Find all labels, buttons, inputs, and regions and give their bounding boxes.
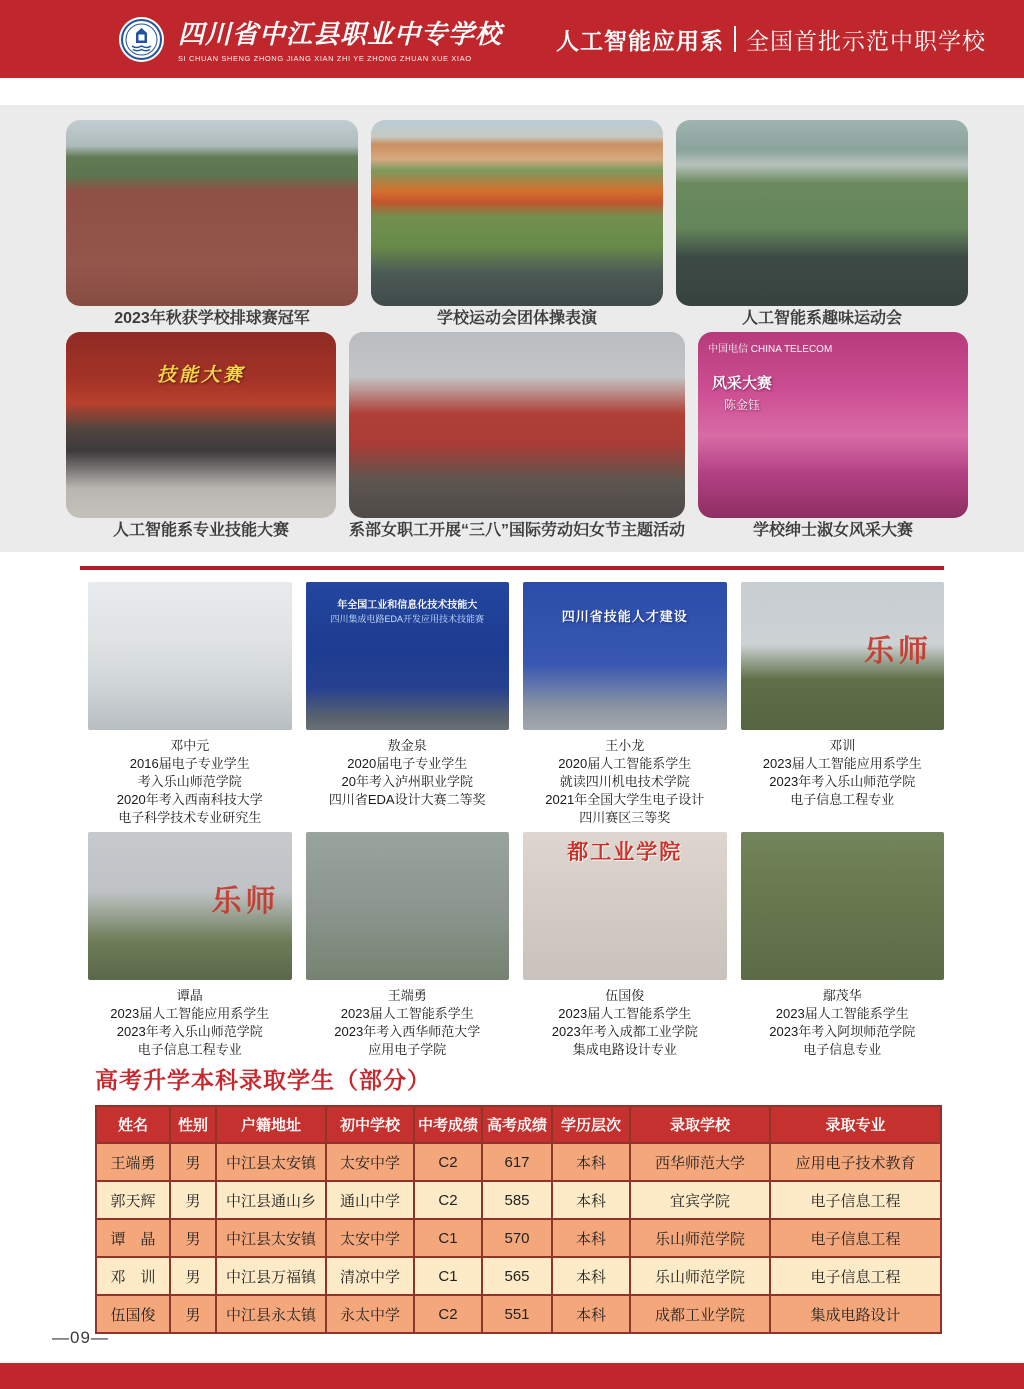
alumni-caption: [741, 737, 945, 809]
table-cell: 电子信息工程: [770, 1257, 941, 1295]
table-cell: 男: [170, 1219, 216, 1257]
photo-landmark-text: 乐师: [211, 885, 280, 918]
photo-volleyball-champion: [66, 120, 358, 306]
column-header: 姓名: [96, 1106, 170, 1143]
photo-women-day-activity: [349, 332, 685, 518]
table-cell: 成都工业学院: [630, 1295, 770, 1333]
alumni-photo: [741, 832, 945, 980]
alumni-caption: [741, 987, 945, 1059]
alumni-detail-line: 应用电子学院: [368, 1042, 447, 1057]
table-cell: 男: [170, 1257, 216, 1295]
photo-fun-sports-meeting: [676, 120, 968, 306]
table-cell: 电子信息工程: [770, 1181, 941, 1219]
table-cell: 中江县万福镇: [216, 1257, 326, 1295]
table-cell: 男: [170, 1143, 216, 1181]
alumni-detail-line: 2023年考入阿坝师范学院: [769, 1024, 916, 1039]
gallery-row-1: [66, 120, 968, 332]
table-cell: 本科: [552, 1295, 630, 1333]
table-cell: 王端勇: [96, 1143, 170, 1181]
school-identity: [178, 14, 503, 63]
column-header: 初中学校: [326, 1106, 414, 1143]
table-row: [96, 1295, 941, 1333]
table-cell: 谭 晶: [96, 1219, 170, 1257]
alumni-caption: [88, 987, 292, 1059]
alumni-photo: [306, 582, 510, 730]
footer-red-bar: [0, 1363, 1024, 1389]
admission-section: [95, 1062, 940, 1334]
school-pinyin: SI CHUAN SHENG ZHONG JIANG XIAN ZHI YE ZHONG ZHUAN XUE XIAO: [178, 54, 472, 63]
table-cell: 邓 训: [96, 1257, 170, 1295]
photo-skill-competition: [66, 332, 336, 518]
gallery-item: [676, 120, 968, 332]
alumni-name: 谭晶: [176, 988, 203, 1003]
alumni-caption: [306, 987, 510, 1059]
alumni-detail-line: 20年考入泸州职业学院: [341, 774, 473, 789]
gallery-item: [349, 332, 685, 544]
gallery-item: [698, 332, 968, 544]
alumni-detail-line: 2023届人工智能应用系学生: [762, 756, 922, 771]
alumni-card: [523, 832, 727, 1059]
alumni-card: [523, 582, 727, 827]
column-header: 户籍地址: [216, 1106, 326, 1143]
school-honor: 全国首批示范中职学校: [746, 27, 986, 54]
photo-name-text: 陈金钰: [724, 398, 761, 412]
alumni-caption: [523, 737, 727, 827]
alumni-card: [88, 582, 292, 827]
alumni-detail-line: 2023届人工智能系学生: [775, 1006, 909, 1021]
alumni-name: 敖金泉: [387, 738, 427, 753]
table-cell: 通山中学: [326, 1181, 414, 1219]
alumni-detail-line: 电子信息专业: [803, 1042, 882, 1057]
alumni-photo: [523, 582, 727, 730]
alumni-card: [88, 832, 292, 1059]
alumni-detail-line: 2023年考入乐山师范学院: [116, 1024, 263, 1039]
photo-banner-text: 风采大赛: [712, 375, 773, 392]
table-cell: 集成电路设计: [770, 1295, 941, 1333]
admission-table: [95, 1105, 942, 1334]
alumni-detail-line: 2023年考入西华师范大学: [334, 1024, 481, 1039]
photo-talent-contest: [698, 332, 968, 518]
table-cell: 电子信息工程: [770, 1219, 941, 1257]
column-header: 录取专业: [770, 1106, 941, 1143]
telecom-logo-text: 中国电信 CHINA TELECOM: [708, 344, 833, 355]
table-cell: 男: [170, 1181, 216, 1219]
table-row: [96, 1143, 941, 1181]
photo-banner-text: 四川省技能人才建设: [561, 609, 688, 624]
gallery-item: [371, 120, 663, 332]
red-divider-line: [80, 566, 944, 570]
table-cell: 伍国俊: [96, 1295, 170, 1333]
header-band: [0, 0, 1024, 78]
photo-gallery-section: [0, 105, 1024, 552]
table-cell: 本科: [552, 1181, 630, 1219]
table-cell: 西华师范大学: [630, 1143, 770, 1181]
table-cell: 太安中学: [326, 1143, 414, 1181]
table-cell: 太安中学: [326, 1219, 414, 1257]
table-row: [96, 1257, 941, 1295]
alumni-detail-line: 2023年考入乐山师范学院: [769, 774, 916, 789]
alumni-detail-line: 四川赛区三等奖: [579, 810, 671, 825]
gallery-caption: 2023年秋获学校排球赛冠军: [114, 310, 310, 327]
alumni-caption: [306, 737, 510, 809]
photo-landmark-text: 乐师: [864, 635, 932, 668]
alumni-detail-line: 2023届人工智能系学生: [340, 1006, 474, 1021]
gallery-item: [66, 120, 358, 332]
alumni-name: 邓训: [829, 738, 856, 753]
table-cell: C1: [414, 1257, 482, 1295]
alumni-detail-line: 电子信息工程专业: [137, 1042, 242, 1057]
alumni-detail-line: 2020届电子专业学生: [347, 756, 468, 771]
column-header: 中考成绩: [414, 1106, 482, 1143]
table-cell: 郭天辉: [96, 1181, 170, 1219]
table-cell: 本科: [552, 1219, 630, 1257]
table-cell: 宜宾学院: [630, 1181, 770, 1219]
department-name: 人工智能应用系: [556, 27, 724, 54]
alumni-detail-line: 电子科学技术专业研究生: [118, 810, 262, 825]
alumni-detail-line: 集成电路设计专业: [572, 1042, 677, 1057]
alumni-detail-line: 电子信息工程专业: [790, 792, 895, 807]
alumni-detail-line: 2023届人工智能应用系学生: [110, 1006, 270, 1021]
table-cell: 乐山师范学院: [630, 1219, 770, 1257]
alumni-caption: [523, 987, 727, 1059]
alumni-name: 伍国俊: [605, 988, 645, 1003]
gallery-caption: 人工智能系趣味运动会: [741, 310, 902, 327]
table-cell: 551: [482, 1295, 552, 1333]
column-header: 录取学校: [630, 1106, 770, 1143]
table-cell: 617: [482, 1143, 552, 1181]
alumni-photo: [523, 832, 727, 980]
table-cell: 永太中学: [326, 1295, 414, 1333]
alumni-detail-line: 考入乐山师范学院: [137, 774, 242, 789]
alumni-name: 王小龙: [605, 738, 645, 753]
photo-banner-text: 技能大赛: [156, 365, 245, 386]
alumni-detail-line: 2020届人工智能系学生: [558, 756, 692, 771]
table-row: [96, 1219, 941, 1257]
alumni-detail-line: 2016届电子专业学生: [129, 756, 250, 771]
table-cell: C2: [414, 1143, 482, 1181]
column-header: 高考成绩: [482, 1106, 552, 1143]
photo-sports-meeting-performance: [371, 120, 663, 306]
table-cell: 应用电子技术教育: [770, 1143, 941, 1181]
alumni-detail-line: 2021年全国大学生电子设计: [545, 792, 705, 807]
alumni-detail-line: 就读四川机电技术学院: [559, 774, 690, 789]
table-cell: C2: [414, 1295, 482, 1333]
table-cell: C2: [414, 1181, 482, 1219]
gallery-row-2: [66, 332, 968, 544]
alumni-photo: [88, 582, 292, 730]
table-cell: 乐山师范学院: [630, 1257, 770, 1295]
alumni-row-1: [88, 582, 944, 827]
page-number: —09—: [52, 1328, 109, 1347]
table-cell: 中江县永太镇: [216, 1295, 326, 1333]
table-cell: 本科: [552, 1257, 630, 1295]
table-cell: 中江县通山乡: [216, 1181, 326, 1219]
alumni-detail-line: 2020年考入西南科技大学: [116, 792, 263, 807]
alumni-card: [306, 582, 510, 827]
photo-landmark-text: 都工业学院: [567, 841, 683, 864]
table-cell: 男: [170, 1295, 216, 1333]
gallery-caption: 系部女职工开展“三八”国际劳动妇女节主题活动: [349, 522, 686, 539]
school-logo-icon: [119, 17, 164, 62]
gallery-caption: 人工智能系专业技能大赛: [112, 522, 289, 539]
header-right: [556, 0, 986, 78]
gallery-caption: 学校运动会团体操表演: [436, 310, 597, 327]
admission-title: 高考升学本科录取学生（部分）: [95, 1067, 431, 1093]
alumni-detail-line: 2023年考入成都工业学院: [551, 1024, 698, 1039]
school-name: 四川省中江县职业中专学校: [178, 20, 503, 50]
table-row: [96, 1181, 941, 1219]
alumni-photo: [88, 832, 292, 980]
gallery-item: [66, 332, 336, 544]
alumni-row-2: [88, 832, 944, 1059]
alumni-photo: [306, 832, 510, 980]
table-cell: 570: [482, 1219, 552, 1257]
alumni-detail-line: 四川省EDA设计大赛二等奖: [328, 792, 486, 807]
gallery-caption: 学校绅士淑女风采大赛: [753, 522, 914, 539]
alumni-name: 邓中元: [170, 738, 210, 753]
table-header-row: [96, 1106, 941, 1143]
alumni-card: [741, 582, 945, 827]
table-cell: 清凉中学: [326, 1257, 414, 1295]
alumni-detail-line: 2023届人工智能系学生: [558, 1006, 692, 1021]
header-divider: [734, 26, 736, 52]
table-cell: C1: [414, 1219, 482, 1257]
table-cell: 中江县太安镇: [216, 1143, 326, 1181]
alumni-caption: [88, 737, 292, 827]
school-emblem-icon: [121, 19, 162, 60]
table-cell: 565: [482, 1257, 552, 1295]
alumni-card: [306, 832, 510, 1059]
photo-banner-text: 四川集成电路EDA开发应用技术技能赛: [330, 614, 484, 624]
column-header: 学历层次: [552, 1106, 630, 1143]
table-cell: 本科: [552, 1143, 630, 1181]
photo-banner-text: 年全国工业和信息化技术技能大: [337, 600, 478, 611]
column-header: 性别: [170, 1106, 216, 1143]
alumni-name: 鄢茂华: [822, 988, 862, 1003]
alumni-card: [741, 832, 945, 1059]
alumni-name: 王端勇: [387, 988, 427, 1003]
table-cell: 中江县太安镇: [216, 1219, 326, 1257]
table-cell: 585: [482, 1181, 552, 1219]
alumni-photo: [741, 582, 945, 730]
